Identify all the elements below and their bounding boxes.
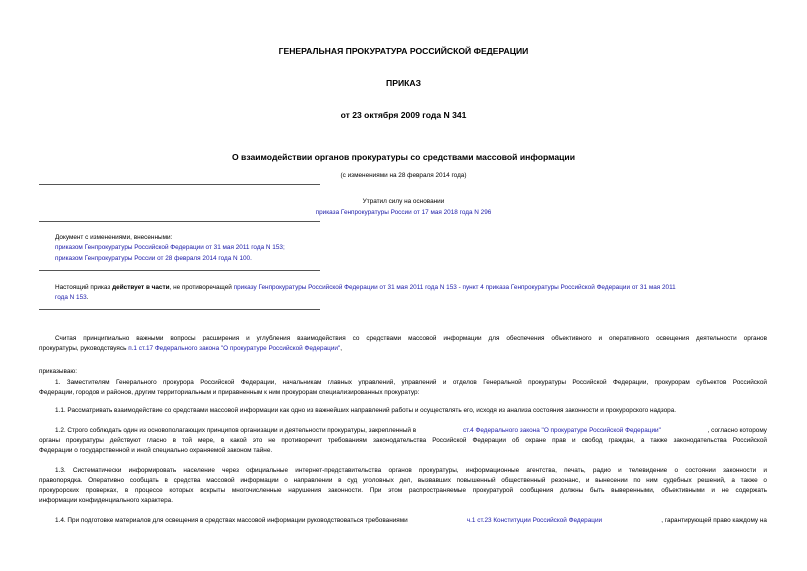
p14-text: 1.4. При подготовке материалов для освещения в средствах массовой информации руководствоваться требованиями bbox=[55, 517, 408, 524]
date-number-heading: от 23 октября 2009 года N 341 bbox=[340, 110, 467, 120]
edition-note: (с изменениями на 28 февраля 2014 года) bbox=[340, 172, 467, 179]
divider bbox=[39, 270, 320, 271]
p14-text: , гарантирующей право каждому на bbox=[661, 517, 767, 524]
repeal-link-line bbox=[0, 209, 807, 216]
validity-link[interactable]: приказу Генпрокуратуры Российской Федерации от 31 мая 2011 года N 153 - пункт 4 приказа Генпрокуратуры Российской Федерации от 31 мая 2011 bbox=[233, 284, 676, 291]
p12-line-1 bbox=[55, 426, 767, 436]
divider bbox=[39, 221, 320, 222]
p13-line-3: прокурорских проверках, в процессе которых вскрыты многочисленные нарушения законности. При этом распространяемые прокуратурой сообщения должны быть выверенными, объективными и не содержать bbox=[39, 487, 767, 494]
validity-text: Настоящий приказ bbox=[55, 284, 113, 291]
intro-line-1: Считая принципиально важными вопросы расширения и углубления взаимодействия со средствами массовой информации для обеспечения объективного и оперативного освещения деятельности органов bbox=[55, 335, 767, 342]
p13-line-4: информации конфиденциального характера. bbox=[39, 497, 173, 504]
p13-line-2: правопорядка. Оперативно сообщать в средства массовой информации о направлении в суд уголовных дел, вызвавших повышенный общественный резонанс, и вынесении по ним судебных решений, а также о bbox=[39, 477, 767, 484]
intro-line-2 bbox=[39, 344, 342, 354]
divider bbox=[39, 309, 320, 310]
intro-text: , bbox=[340, 345, 343, 352]
p12-text: 1.2. Строго соблюдать один из основополагающих принципов организации и деятельности прокуратуры, закрепленный в bbox=[55, 427, 417, 434]
amendment-link[interactable]: приказом Генпрокуратуры Российской Федерации от 31 мая 2011 года N 153; bbox=[55, 244, 285, 251]
validity-note bbox=[55, 283, 767, 293]
p12-line-2: органы прокуратуры действуют гласно в той мере, в какой это не противоречит требованиям законодательства Российской Федерации об охране прав и свобод граждан, а также законодательства Российской bbox=[39, 437, 767, 444]
p14-line-1 bbox=[55, 516, 767, 526]
repeal-text: Утратил силу на основании bbox=[362, 198, 445, 205]
validity-bold-text: действует в части bbox=[112, 284, 170, 291]
intro-law-link[interactable]: п.1 ст.17 Федерального закона "О прокуратуре Российской Федерации" bbox=[128, 345, 341, 352]
p14-constitution-link[interactable]: ч.1 ст.23 Конституции Российской Федерации bbox=[466, 517, 603, 524]
repeal-link[interactable]: приказа Генпрокуратуры России от 17 мая 2018 года N 296 bbox=[315, 209, 492, 216]
p11-text: 1.1. Рассматривать взаимодействие со средствами массовой информации как одно из важнейших направлений работы и осуществлять его, исходя из анализа состояния законности и прокурорского надзора. bbox=[55, 407, 677, 414]
validity-end: . bbox=[86, 294, 89, 301]
doc-type-heading: ПРИКАЗ bbox=[386, 78, 421, 88]
p1-line-1: 1. Заместителям Генерального прокурора Российской Федерации, начальникам главных управлений, управлений и отделов Генеральной прокуратуры Российской Федерации, прокурорам субъектов Российской bbox=[55, 379, 767, 386]
amendments-label: Документ с изменениями, внесенными: bbox=[55, 234, 173, 241]
p12-line-3: Федерации о государственной и иной специально охраняемой законом тайне. bbox=[39, 447, 273, 454]
document-title: О взаимодействии органов прокуратуры со средствами массовой информации bbox=[231, 152, 575, 162]
amendment-item bbox=[55, 243, 285, 253]
validity-text: , не противоречащей bbox=[169, 284, 234, 291]
p1-line-2: Федерации, городов и районов, другим территориальным и приравненным к ним прокурорам специализированных прокуратур: bbox=[39, 389, 420, 396]
p13-line-1: 1.3. Систематически информировать население через официальные интернет-представительства органов прокуратуры, информационные агентства, печать, радио и телевидение о состоянии законности и bbox=[55, 467, 767, 474]
validity-link-cont[interactable]: года N 153 bbox=[55, 294, 87, 301]
org-heading: ГЕНЕРАЛЬНАЯ ПРОКУРАТУРА РОССИЙСКОЙ ФЕДЕРАЦИИ bbox=[278, 46, 529, 56]
amendment-link[interactable]: приказом Генпрокуратуры России от 28 февраля 2014 года N 100. bbox=[55, 255, 252, 262]
order-word: приказываю: bbox=[39, 368, 77, 375]
intro-text: прокуратуры, руководствуясь bbox=[39, 345, 129, 352]
amendment-item bbox=[55, 254, 252, 264]
validity-note-cont bbox=[55, 293, 89, 303]
divider bbox=[39, 184, 320, 185]
p12-law-link[interactable]: ст.4 Федерального закона "О прокуратуре Российской Федерации" bbox=[462, 427, 661, 434]
p12-text: , согласно которому bbox=[707, 427, 767, 434]
